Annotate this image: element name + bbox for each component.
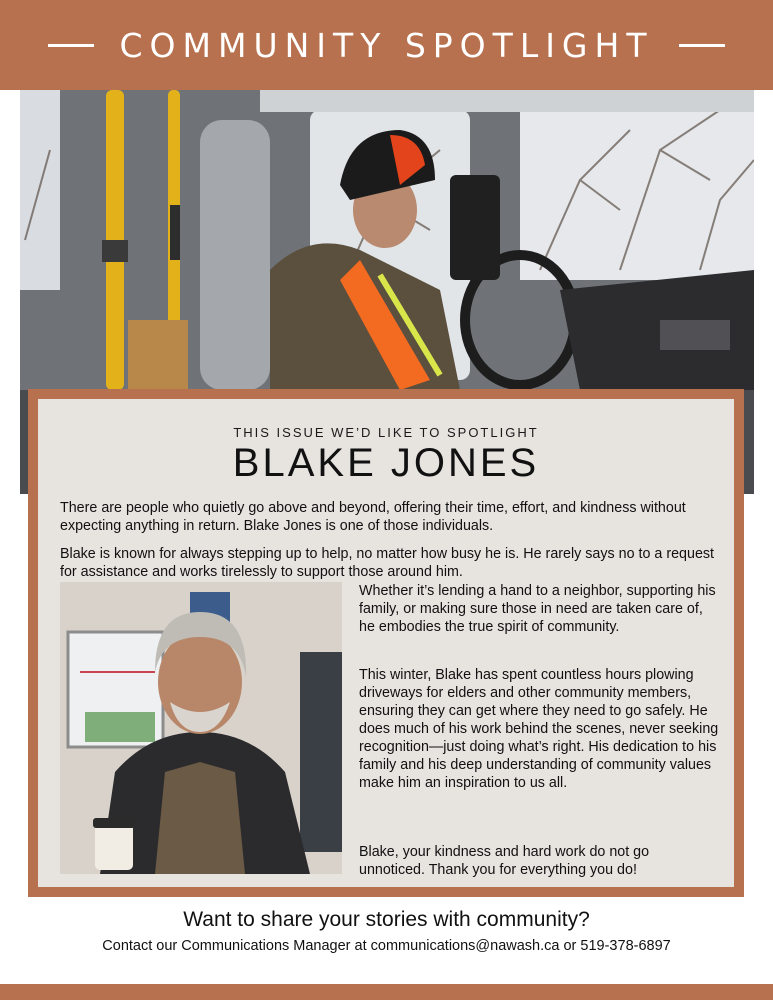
footer-bar — [0, 984, 773, 1000]
thanks-paragraph: Blake, your kindness and hard work do not go unnoticed. Thank you for everything you do! — [359, 844, 650, 878]
spotlight-kicker: THIS ISSUE WE’D LIKE TO SPOTLIGHT — [233, 425, 539, 440]
page-title: COMMUNITY SPOTLIGHT — [119, 25, 654, 65]
portrait-illustration — [60, 582, 342, 874]
portrait-photo — [60, 582, 342, 874]
header-rule-right — [679, 44, 725, 47]
winter-paragraph: This winter, Blake has spent countless hours plowing driveways for elders and other community members, ensuring they can get where they need to go safely. He does much of his work behind the scenes, never seeking recognition—just doing what’s right. His dedication to his family and his deep understanding of community values make him an inspiration to us all. — [359, 667, 719, 791]
footer-question: Want to share your stories with community? — [183, 908, 590, 931]
header-banner — [0, 0, 773, 90]
spotlight-name: BLAKE JONES — [232, 441, 540, 485]
community-paragraph: Whether it’s lending a hand to a neighbor, supporting his family, or making sure those in need are taken care of, he embodies the true spirit of community. — [359, 583, 716, 635]
spotlight-card-frame — [28, 389, 744, 897]
intro-paragraph: There are people who quietly go above and beyond, offering their time, effort, and kindness without expecting anything in return. Blake Jones is one of those individuals. — [60, 500, 686, 534]
helping-paragraph: Blake is known for always stepping up to help, no matter how busy he is. He rarely says no to a request for assistance and works tirelessly to support those around him. — [60, 546, 715, 580]
header-rule-left — [48, 44, 94, 47]
footer-contact: Contact our Communications Manager at communications@nawash.ca or 519-378-6897 — [102, 938, 671, 954]
spotlight-card — [38, 399, 734, 887]
